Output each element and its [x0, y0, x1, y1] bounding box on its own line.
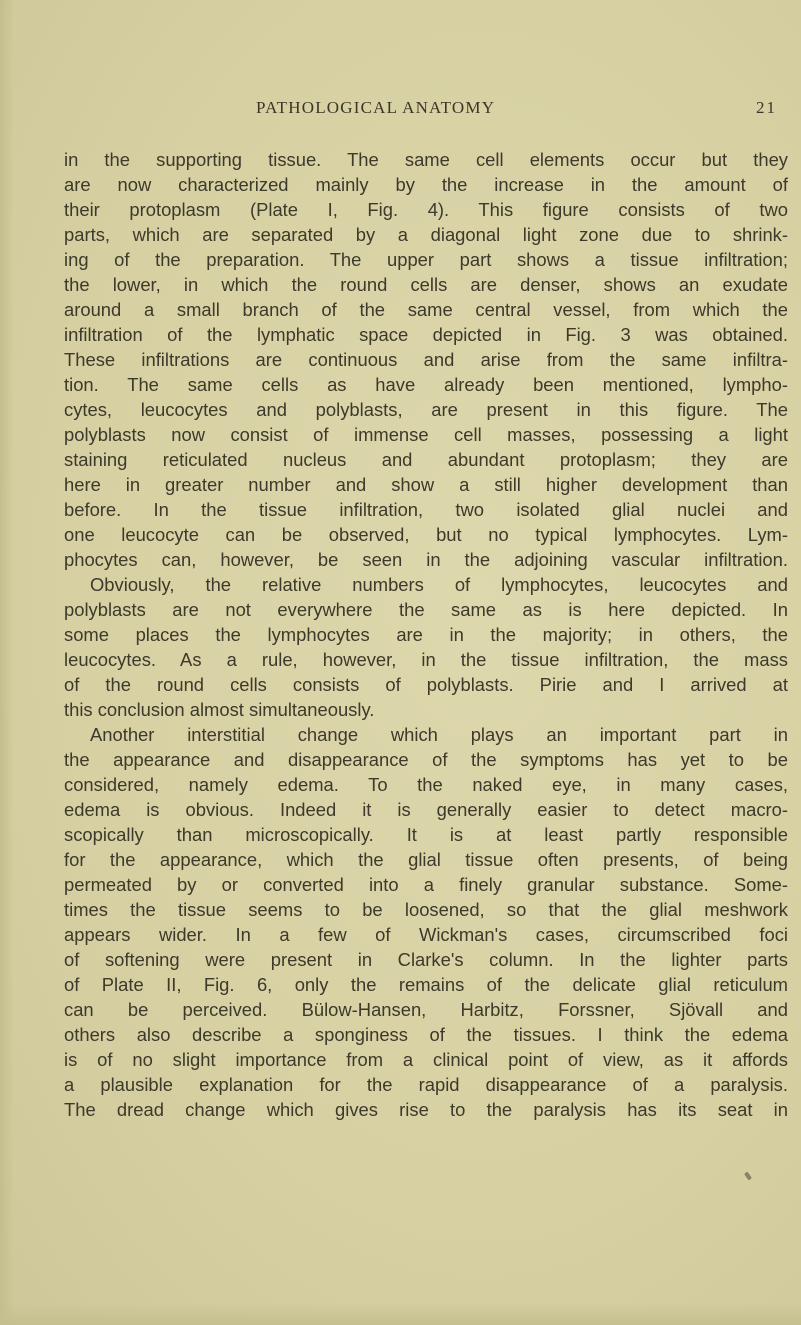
- text-line: in the supporting tissue. The same cell elements occur but they: [64, 149, 788, 170]
- text-line: permeated by or converted into a finely granular substance. Some-: [64, 874, 788, 895]
- text-line: tion. The same cells as have already been mentioned, lympho-: [64, 374, 788, 395]
- running-head-title: PATHOLOGICAL ANATOMY: [256, 98, 496, 117]
- text-line: one leucocyte can be observed, but no typical lymphocytes. Lym-: [64, 524, 788, 545]
- text-line: considered, namely edema. To the naked eye, in many cases,: [64, 774, 788, 795]
- page-number: 21: [756, 98, 777, 117]
- body-text: [64, 147, 788, 1122]
- text-line: parts, which are separated by a diagonal light zone due to shrink-: [64, 224, 788, 245]
- running-head: [256, 98, 786, 122]
- text-line: of the round cells consists of polyblasts. Pirie and I arrived at: [64, 674, 788, 695]
- text-line: infiltration of the lymphatic space depicted in Fig. 3 was obtained.: [64, 324, 788, 345]
- text-line: polyblasts are not everywhere the same as is here depicted. In: [64, 599, 788, 620]
- text-line: ing of the preparation. The upper part shows a tissue infiltration;: [64, 249, 788, 270]
- text-line: leucocytes. As a rule, however, in the tissue infiltration, the mass: [64, 649, 788, 670]
- text-line: for the appearance, which the glial tissue often presents, of being: [64, 849, 788, 870]
- text-line-paragraph-end: this conclusion almost simultaneously.: [64, 699, 375, 720]
- text-line: staining reticulated nucleus and abundant protoplasm; they are: [64, 449, 788, 470]
- text-line: are now characterized mainly by the increase in the amount of: [64, 174, 788, 195]
- text-line: These infiltrations are continuous and arise from the same infiltra-: [64, 349, 788, 370]
- text-line: of Plate II, Fig. 6, only the remains of the delicate glial reticulum: [64, 974, 788, 995]
- text-line: is of no slight importance from a clinical point of view, as it affords: [64, 1049, 788, 1070]
- text-line: polyblasts now consist of immense cell masses, possessing a light: [64, 424, 788, 445]
- text-line-paragraph-start: Another interstitial change which plays an important part in: [90, 724, 788, 745]
- text-line: appears wider. In a few of Wickman's cases, circumscribed foci: [64, 924, 788, 945]
- text-line: times the tissue seems to be loosened, so that the glial meshwork: [64, 899, 788, 920]
- text-line: the lower, in which the round cells are denser, shows an exudate: [64, 274, 788, 295]
- text-line: their protoplasm (Plate I, Fig. 4). This figure consists of two: [64, 199, 788, 220]
- stray-pencil-mark: [744, 1172, 752, 1181]
- text-line: scopically than microscopically. It is at least partly responsible: [64, 824, 788, 845]
- text-line: others also describe a sponginess of the tissues. I think the edema: [64, 1024, 788, 1045]
- text-line: cytes, leucocytes and polyblasts, are present in this figure. The: [64, 399, 788, 420]
- text-line: around a small branch of the same central vessel, from which the: [64, 299, 788, 320]
- text-line: before. In the tissue infiltration, two isolated glial nuclei and: [64, 499, 788, 520]
- text-line-paragraph-start: Obviously, the relative numbers of lymphocytes, leucocytes and: [90, 574, 788, 595]
- text-line: here in greater number and show a still higher development than: [64, 474, 788, 495]
- text-line: The dread change which gives rise to the paralysis has its seat in: [64, 1099, 788, 1120]
- text-line: can be perceived. Bülow-Hansen, Harbitz, Forssner, Sjövall and: [64, 999, 788, 1020]
- text-line: phocytes can, however, be seen in the adjoining vascular infiltration.: [64, 549, 788, 570]
- text-line: a plausible explanation for the rapid disappearance of a paralysis.: [64, 1074, 788, 1095]
- page-shadow-left: [0, 0, 14, 1325]
- text-line: edema is obvious. Indeed it is generally easier to detect macro-: [64, 799, 788, 820]
- text-line: the appearance and disappearance of the symptoms has yet to be: [64, 749, 788, 770]
- text-line: of softening were present in Clarke's column. In the lighter parts: [64, 949, 788, 970]
- page-shadow-bottom: [0, 1303, 801, 1325]
- text-line: some places the lymphocytes are in the majority; in others, the: [64, 624, 788, 645]
